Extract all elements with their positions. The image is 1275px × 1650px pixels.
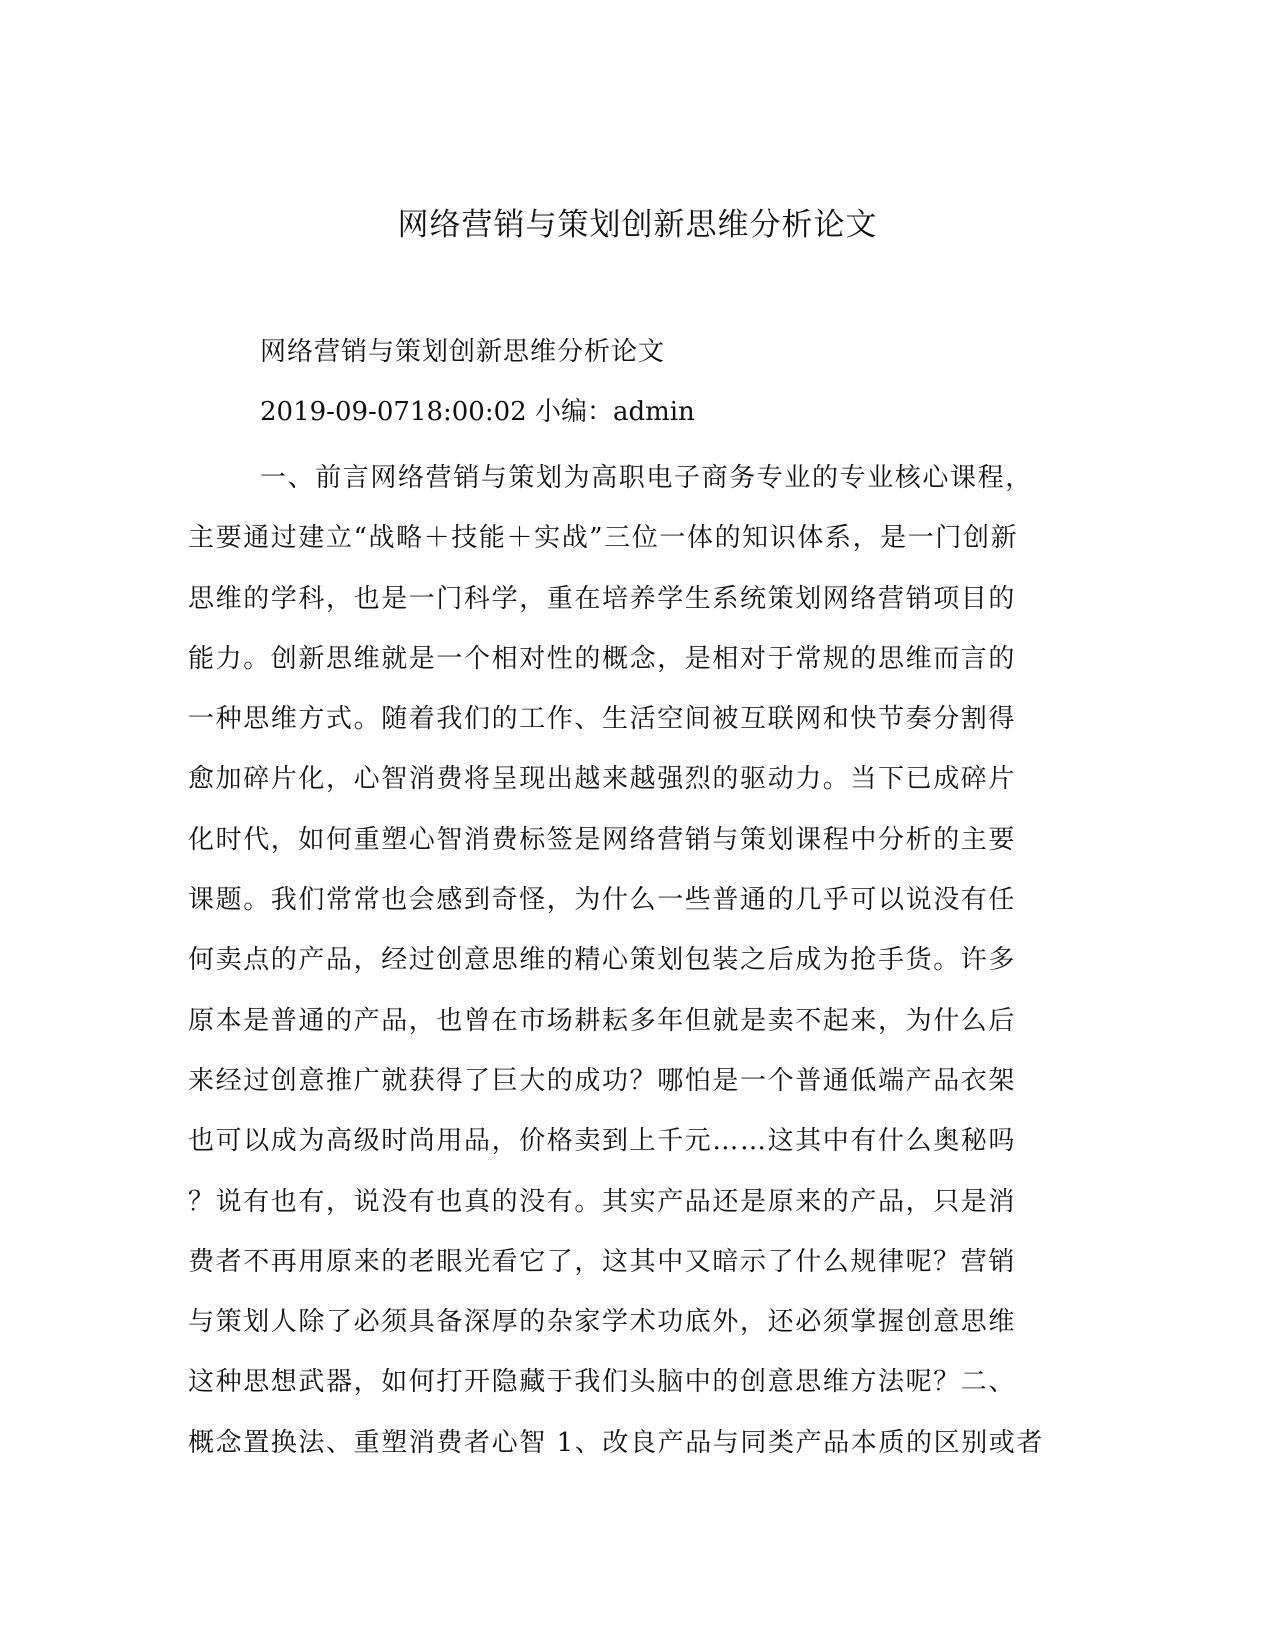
body-line: 这种思想武器，如何打开隐藏于我们头脑中的创意思维方法呢？二、 — [188, 1367, 1017, 1398]
body-paragraph — [188, 448, 1070, 1473]
body-line: 原本是普通的产品，也曾在市场耕耘多年但就是卖不起来，为什么后 — [188, 1005, 1017, 1036]
body-line: 主要通过建立“战略＋技能＋实战”三位一体的知识体系，是一门创新 — [188, 523, 1019, 554]
body-line: 与策划人除了必须具备深厚的杂家学术功底外，还必须掌握创意思维 — [188, 1307, 1017, 1338]
body-line: 何卖点的产品，经过创意思维的精心策划包装之后成为抢手货。许多 — [188, 945, 1017, 976]
document-title: 网络营销与策划创新思维分析论文 — [397, 207, 878, 243]
body-line: 费者不再用原来的老眼光看它了，这其中又暗示了什么规律呢？营销 — [188, 1246, 1017, 1277]
body-line: 化时代，如何重塑心智消费标签是网络营销与策划课程中分析的主要 — [188, 824, 1017, 855]
body-line: 课题。我们常常也会感到奇怪，为什么一些普通的几乎可以说没有任 — [188, 885, 1017, 916]
article-heading: 网络营销与策划创新思维分析论文 — [260, 337, 666, 367]
body-line: 愈加碎片化，心智消费将呈现出越来越强烈的驱动力。当下已成碎片 — [188, 764, 1017, 795]
body-line: 也可以成为高级时尚用品，价格卖到上千元……这其中有什么奥秘吗 — [188, 1126, 1017, 1157]
body-line: 一、前言网络营销与策划为高职电子商务专业的专业核心课程， — [260, 463, 1033, 493]
body-line: 来经过创意推广就获得了巨大的成功？哪怕是一个普通低端产品衣架 — [188, 1065, 1017, 1096]
date-author-line: 2019-09-0718:00:02 小编：admin — [260, 397, 695, 427]
body-line: 思维的学科，也是一门科学，重在培养学生系统策划网络营销项目的 — [188, 583, 1017, 614]
body-line: 概念置换法、重塑消费者心智 1、改良产品与同类产品本质的区别或者 — [188, 1427, 1045, 1458]
body-line: 一种思维方式。随着我们的工作、生活空间被互联网和快节奏分割得 — [188, 704, 1017, 735]
body-line: 能力。创新思维就是一个相对性的概念，是相对于常规的思维而言的 — [188, 643, 1017, 674]
body-line: ？说有也有，说没有也真的没有。其实产品还是原来的产品，只是消 — [188, 1186, 1017, 1217]
